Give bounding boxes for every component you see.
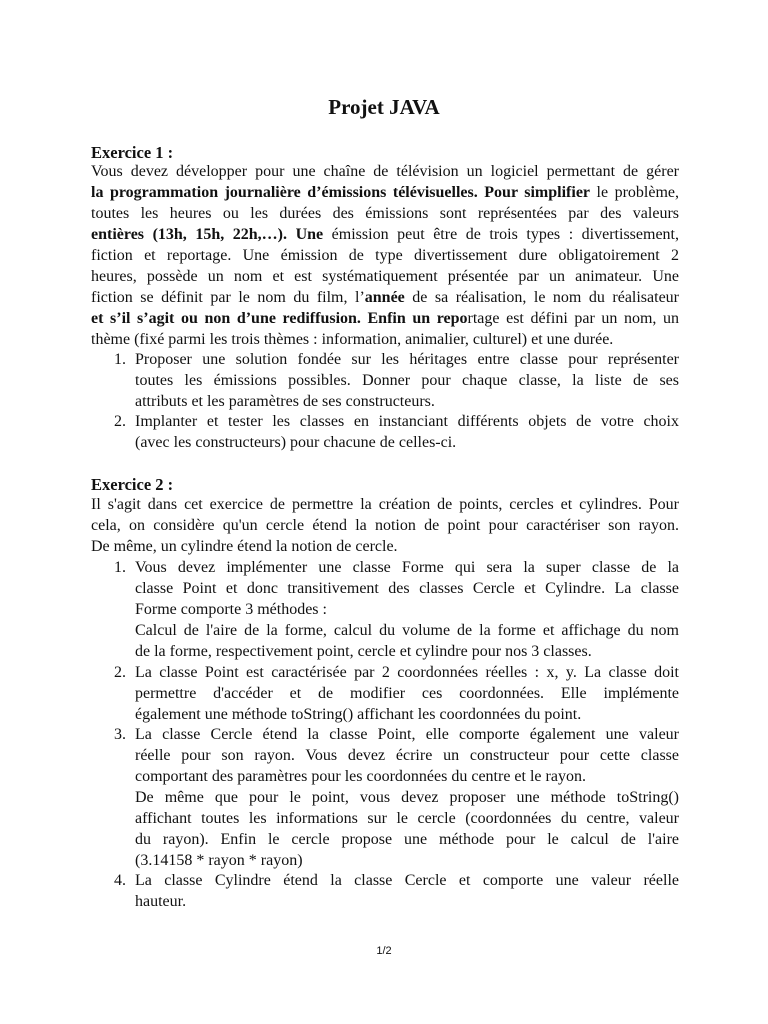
ex2-list-item-4-line: hauteur. — [135, 893, 187, 910]
list-text: Proposer une solution fondée sur les héritages entre classe pour représenter — [135, 351, 679, 368]
ex2-list-item-4 — [114, 871, 679, 892]
ex2-list-item-2-line: permettre d'accéder et de modifier ces coordonnées. Elle implémente — [135, 685, 679, 702]
text-span: émission peut être de trois types : divertissement, — [323, 226, 679, 243]
bold-text: Une — [295, 226, 324, 243]
list-text: La classe Point est caractérisée par 2 coordonnées réelles : x, y. La classe doit — [135, 664, 679, 681]
list-text: La classe Cercle étend la classe Point, elle comporte également une valeur — [135, 726, 679, 743]
ex2-list-item-3-line: réelle pour son rayon. Vous devez écrire un constructeur pour cette classe — [135, 747, 679, 764]
ex1-list-item-1-line: attributs et les paramètres de ses constructeurs. — [135, 393, 435, 410]
ex2-list-item-3-line: comportant des paramètres pour les coordonnées du centre et le rayon. — [135, 768, 586, 785]
bold-text: et s’il s’agit ou non d’une rediffusion. Enfin un repo — [91, 310, 468, 327]
ex2-list-item-1-line: Calcul de l'aire de la forme, calcul du volume de la forme et affichage du nom — [135, 622, 679, 639]
ex1-paragraph-line: heures, possède un nom et est systématiquement présentée par un animateur. Une — [91, 268, 679, 285]
list-number: 4. — [114, 872, 126, 889]
ex1-paragraph-line: toutes les heures ou les durées des émissions sont représentées par des valeurs — [91, 205, 679, 222]
list-text: Implanter et tester les classes en instanciant différents objets de votre choix — [135, 413, 679, 430]
list-text: Vous devez implémenter une classe Forme qui sera la super classe de la — [135, 559, 679, 576]
page-title: Projet JAVA — [328, 95, 440, 119]
bold-text: la programmation journalière d’émissions télévisuelles — [91, 184, 474, 201]
ex2-paragraph-line: De même, un cylindre étend la notion de cercle. — [91, 538, 398, 555]
text-span — [287, 226, 296, 243]
page-number: 1/2 — [376, 945, 392, 957]
ex1-list-item-1 — [114, 350, 679, 371]
ex2-list-item-2 — [114, 663, 679, 684]
ex1-list-item-2-line: (avec les constructeurs) pour chacune de celles-ci. — [135, 434, 457, 451]
ex2-list-item-1-line: Forme comporte 3 méthodes : — [135, 601, 327, 618]
ex2-list-item-3 — [114, 725, 679, 746]
ex2-paragraph-line: cela, on considère qu'un cercle étend la notion de point pour caractériser son rayon. — [91, 517, 679, 534]
list-number: 2. — [114, 664, 126, 681]
ex2-list-item-3-line: affichant toutes les informations sur le cercle (coordonnées du centre, valeur — [135, 810, 679, 827]
ex1-paragraph-line — [91, 309, 679, 330]
ex2-list-item-1 — [114, 558, 679, 579]
bold-text: Pour simplifier — [484, 184, 591, 201]
bold-text: . — [473, 184, 485, 201]
ex1-paragraph-line — [91, 225, 679, 246]
ex1-paragraph-line: thème (fixé parmi les trois thèmes : information, animalier, culturel) et une durée. — [91, 331, 614, 348]
ex2-list-item-3-line: (3.14158 * rayon * rayon) — [135, 852, 303, 869]
ex1-paragraph-line: Vous devez développer pour une chaîne de télévision un logiciel permettant de gérer — [91, 163, 679, 180]
list-number: 2. — [114, 413, 126, 430]
ex1-paragraph-line — [91, 183, 679, 204]
list-text: La classe Cylindre étend la classe Cercle et comporte une valeur réelle — [135, 872, 679, 889]
ex2-list-item-1-line: de la forme, respectivement point, cercle et cylindre pour nos 3 classes. — [135, 643, 592, 660]
bold-text: entières (13h, 15h, 22h,…). — [91, 226, 288, 243]
exercise-1-heading: Exercice 1 : — [91, 143, 174, 162]
list-number: 3. — [114, 726, 126, 743]
ex1-list-item-2 — [114, 412, 679, 433]
ex2-list-item-3-line: De même que pour le point, vous devez proposer une méthode toString() — [135, 789, 679, 806]
text-span: rtage est défini par un nom, un — [467, 310, 679, 327]
ex2-list-item-2-line: également une méthode toString() affichant les coordonnées du point. — [135, 706, 582, 723]
exercise-2-heading: Exercice 2 : — [91, 475, 174, 494]
list-number: 1. — [114, 559, 126, 576]
text-span: de sa réalisation, le nom du réalisateur — [404, 289, 680, 306]
ex1-list-item-1-line: toutes les émissions possibles. Donner pour chaque classe, la liste de ses — [135, 372, 679, 389]
ex1-paragraph-line — [91, 288, 679, 309]
text-span: fiction se définit par le nom du film, l’ — [91, 289, 365, 306]
bold-text: année — [364, 289, 405, 306]
ex2-paragraph-line: Il s'agit dans cet exercice de permettre la création de points, cercles et cylindres. Pour — [91, 496, 679, 513]
list-number: 1. — [114, 351, 126, 368]
ex1-paragraph-line: fiction et reportage. Une émission de type divertissement dure obligatoirement 2 — [91, 247, 679, 264]
ex2-list-item-3-line: du rayon). Enfin le cercle propose une méthode pour le calcul de l'aire — [135, 831, 679, 848]
text-span: le problème, — [590, 184, 680, 201]
ex2-list-item-1-line: classe Point et donc transitivement des classes Cercle et Cylindre. La classe — [135, 580, 679, 597]
